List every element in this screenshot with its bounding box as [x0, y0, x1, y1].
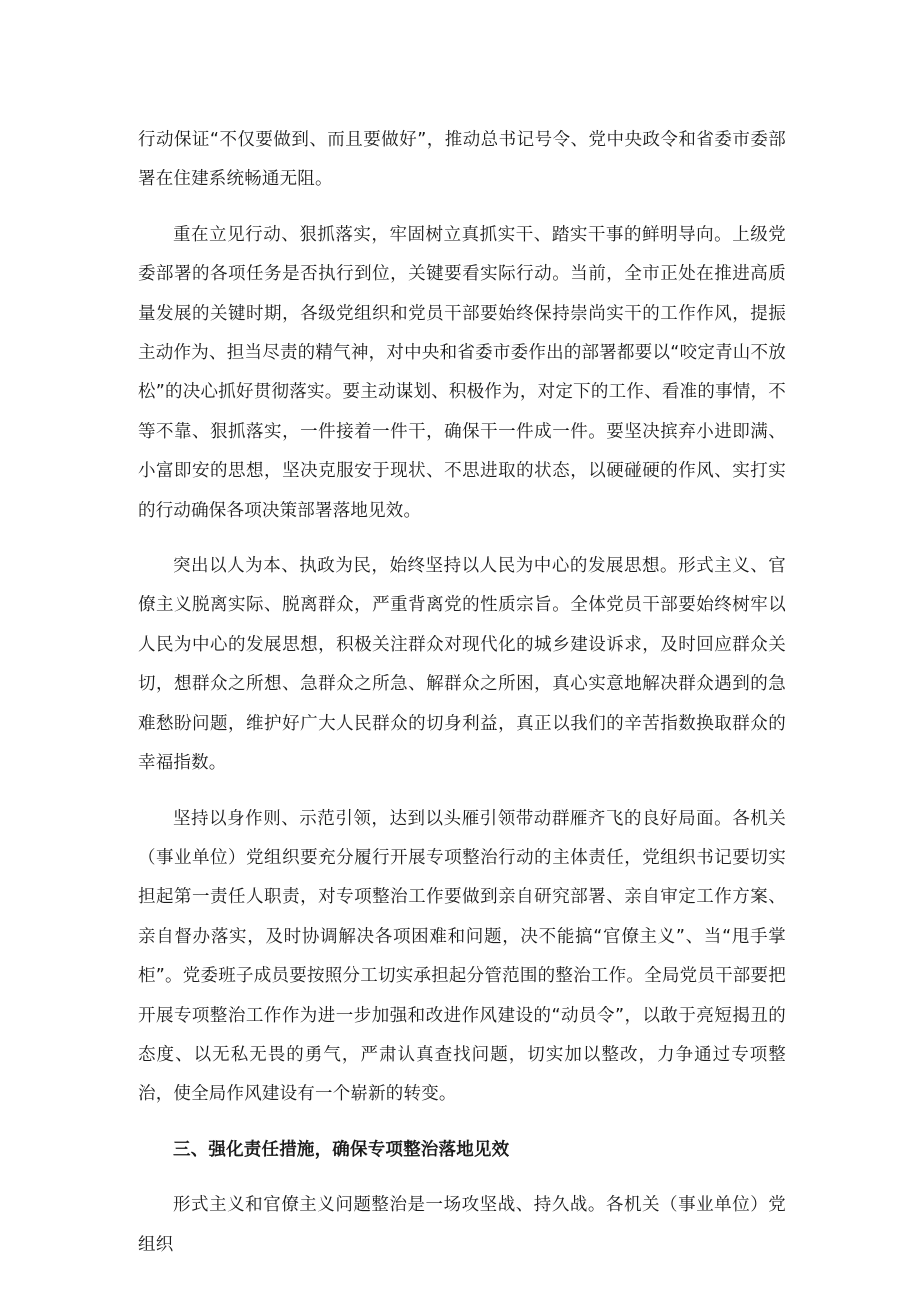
paragraph-continuation: 行动保证“不仅要做到、而且要做好”，推动总书记号令、党中央政令和省委市委部署在住建系统畅通无阻。 [138, 130, 786, 190]
paragraph-people-centered: 突出以人为本、执政为民，始终坚持以人民为中心的发展思想。形式主义、官僚主义脱离实际、脱离群众，严重背离党的性质宗旨。全体党员干部要始终树牢以人民为中心的发展思想，积极关注群众对现代化的城乡建设诉求，及时回应群众关切，想群众之所想、急群众之所急、解群众之所困，真心实意地解决群众遇到的急难愁盼问题，维护好广大人民群众的切身利益，真正以我们的辛苦指数换取群众的幸福指数。 [138, 556, 786, 774]
document-body [138, 121, 786, 1265]
section-heading: 三、强化责任措施，确保专项整治落地见效 [173, 1139, 510, 1160]
paragraph-implementation: 重在立见行动、狠抓落实，牢固树立真抓实干、踏实干事的鲜明导向。上级党委部署的各项任务是否执行到位，关键要看实际行动。当前，全市正处在推进高质量发展的关键时期，各级党组织和党员干部要始终保持崇尚实干的工作作风，提振主动作为、担当尽责的精气神，对中央和省委市委作出的部署都要以“咬定青山不放松”的决心抓好贯彻落实。要主动谋划、积极作为，对定下的工作、看准的事情，不等不靠、狠抓落实，一件接着一件干，确保干一件成一件。要坚决摈弃小进即满、小富即安的思想，坚决克服安于现状、不思进取的状态，以硬碰硬的作风、实打实的行动确保各项决策部署落地见效。 [138, 224, 786, 521]
paragraph-rectification: 形式主义和官僚主义问题整治是一场攻坚战、持久战。各机关（事业单位）党组织 [138, 1195, 786, 1255]
paragraph-lead-by-example: 坚持以身作则、示范引领，达到以头雁引领带动群雁齐飞的良好局面。各机关（事业单位）党组织要充分履行开展专项整治行动的主体责任，党组织书记要切实担起第一责任人职责，对专项整治工作要做到亲自研究部署、亲自审定工作方案、亲自督办落实，及时协调解决各项困难和问题，决不能搞“官僚主义”、当“甩手掌柜”。党委班子成员要按照分工切实承担起分管范围的整治工作。全局党员干部要把开展专项整治工作作为进一步加强和改进作风建设的“动员令”，以敢于亮短揭丑的态度、以无私无畏的勇气，严肃认真查找问题，切实加以整改，力争通过专项整治，使全局作风建设有一个崭新的转变。 [138, 808, 786, 1105]
